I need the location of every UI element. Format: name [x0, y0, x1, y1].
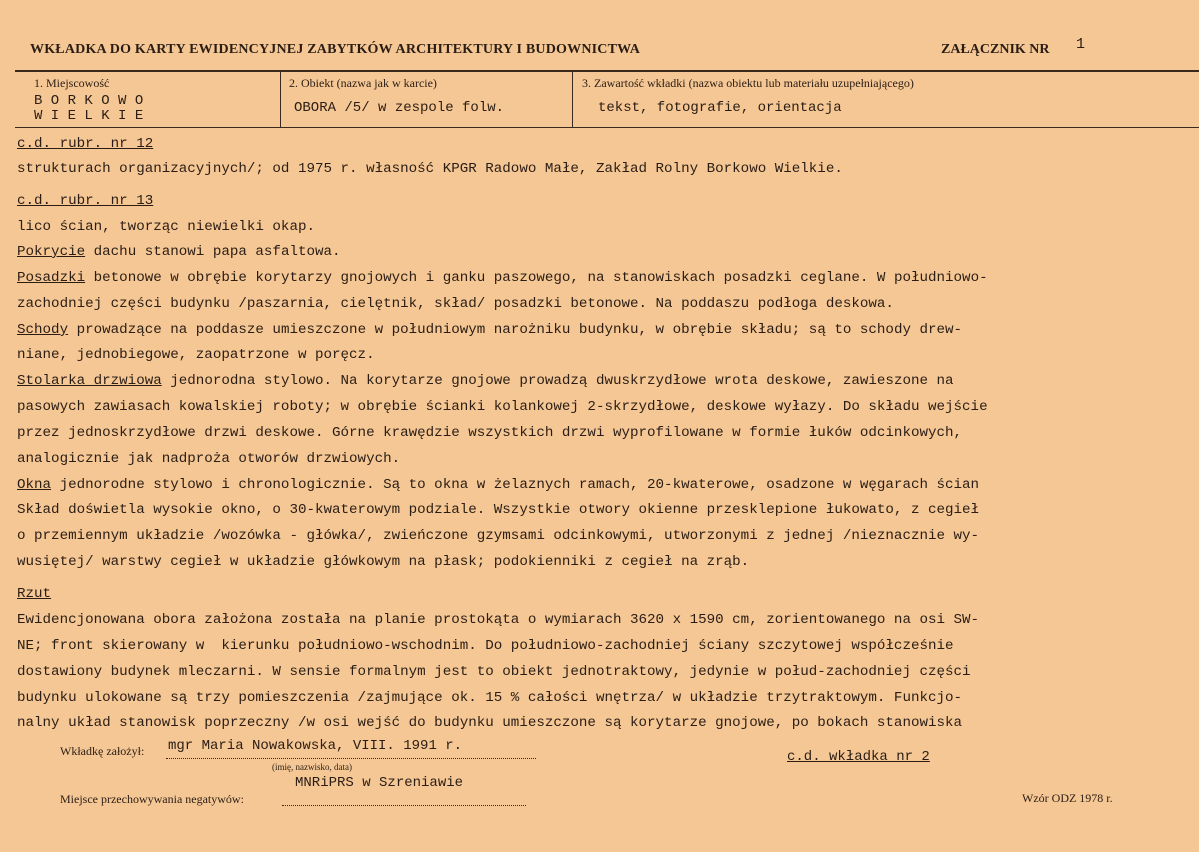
locality-value-line1: B O R K O W O — [34, 93, 144, 109]
body-line: analogicznie jak nadproża otworów drzwiowych. — [17, 451, 401, 467]
annex-number: 1 — [1076, 36, 1086, 53]
body-line: nalny układ stanowisk poprzeczny /w osi wejść do budynku umieszczone są korytarze gnojowe, po bokach stanowiska — [17, 715, 963, 731]
storage-label: Miejsce przechowywania negatywów: — [60, 792, 244, 806]
body-line: zachodniej części budynku /paszarnia, cielętnik, skład/ posadzki betonowe. Na poddaszu podłoga deskowa. — [17, 296, 894, 312]
body-line: Okna jednorodne stylowo i chronologicznie. Są to okna w żelaznych ramach, 20-kwaterowe, osadzone w węgarach ścian — [17, 477, 980, 493]
section-heading-doors: Stolarka drzwiowa — [17, 373, 162, 389]
body-line: wusiętej/ warstwy cegieł w układzie główkowym na płask; podokienniki z cegieł na zrąb. — [17, 554, 750, 570]
body-line: o przemiennym układzie /wozówka - główka/, zwieńczone gzymsami odcinkowymi, utworzonymi z jednej /nieznacznie wy- — [17, 528, 980, 544]
contents-label: 3. Zawartość wkładki (nazwa obiektu lub materiału uzupełniającego) — [582, 76, 914, 90]
body-line: Ewidencjonowana obora założona została na planie prostokąta o wymiarach 3620 x 1590 cm, zorientowanego na osi SW- — [17, 612, 980, 628]
grid-divider-1 — [280, 71, 281, 127]
body-line: lico ścian, tworząc niewielki okap. — [17, 219, 315, 235]
object-label: 2. Obiekt (nazwa jak w karcie) — [289, 76, 437, 90]
institution: MNRiPRS w Szreniawie — [295, 775, 464, 791]
continued-note: c.d. wkładka nr 2 — [787, 749, 930, 765]
object-value: OBORA /5/ w zespole folw. — [294, 100, 505, 116]
body-line: budynku ulokowane są trzy pomieszczenia /zajmujące ok. 15 % całości wnętrza/ w układzie trzytraktowym. Funkcjo- — [17, 690, 963, 706]
body-line: NE; front skierowany w kierunku południowo-wschodnim. Do południowo-zachodniej ściany szczytowej współcześnie — [17, 638, 954, 654]
form-code: Wzór ODZ 1978 r. — [1022, 791, 1113, 805]
storage-dotted-line — [282, 805, 526, 806]
body-line: niane, jednobiegowe, zaopatrzone w poręcz. — [17, 347, 375, 363]
form-title: WKŁADKA DO KARTY EWIDENCYJNEJ ZABYTKÓW ARCHITEKTURY I BUDOWNICTWA — [30, 42, 641, 57]
section-heading-floors: Posadzki — [17, 270, 86, 286]
rubric-heading-13: c.d. rubr. nr 13 — [17, 193, 154, 209]
body-line: Schody prowadzące na poddasze umieszczone w południowym narożniku budynku, w obrębie składu; są to schody drew- — [17, 322, 963, 338]
body-line: Skład doświetla wysokie okno, o 30-kwaterowym podziale. Wszystkie otwory okienne przesklepione łukowato, z cegieł — [17, 502, 980, 518]
author-value: mgr Maria Nowakowska, VIII. 1991 r. — [168, 738, 463, 754]
author-dotted-line — [166, 758, 536, 759]
contents-value: tekst, fotografie, orientacja — [598, 100, 842, 116]
body-line: Pokrycie dachu stanowi papa asfaltowa. — [17, 244, 341, 260]
section-heading-roof: Pokrycie — [17, 244, 86, 260]
body-line: Stolarka drzwiowa jednorodna stylowo. Na korytarze gnojowe prowadzą dwuskrzydłowe wrota deskowe, zawieszone na — [17, 373, 954, 389]
annex-label: ZAŁĄCZNIK NR — [941, 42, 1050, 57]
grid-bottom-rule — [15, 127, 1199, 128]
locality-value-line2: W I E L K I E — [34, 108, 144, 124]
grid-top-rule — [15, 70, 1199, 72]
section-heading-plan: Rzut — [17, 586, 52, 602]
body-line: Posadzki betonowe w obrębie korytarzy gnojowych i ganku paszowego, na stanowiskach posadzki ceglane. W południowo- — [17, 270, 988, 286]
section-heading-stairs: Schody — [17, 322, 69, 338]
body-line: strukturach organizacyjnych/; od 1975 r. własność KPGR Radowo Małe, Zakład Rolny Borkowo Wielkie. — [17, 161, 843, 177]
rubric-heading-12: c.d. rubr. nr 12 — [17, 136, 154, 152]
body-line: przez jednoskrzydłowe drzwi deskowe. Górne krawędzie wszystkich drzwi wyprofilowane w formie łuków odcinkowych, — [17, 425, 963, 441]
body-line: dostawiony budynek mleczarni. W sensie formalnym jest to obiekt jednotraktowy, jedynie w połud-zachodniej części — [17, 664, 971, 680]
locality-label: 1. Miejscowość — [34, 76, 110, 90]
author-hint: (imię, nazwisko, data) — [272, 762, 352, 772]
grid-divider-2 — [572, 71, 573, 127]
author-label: Wkładkę założył: — [60, 744, 145, 758]
section-heading-windows: Okna — [17, 477, 52, 493]
body-line: pasowych zawiasach kowalskiej roboty; w obrębie ścianki kolankowej 2-skrzydłowe, deskowe wyłazy. Do składu wejście — [17, 399, 988, 415]
